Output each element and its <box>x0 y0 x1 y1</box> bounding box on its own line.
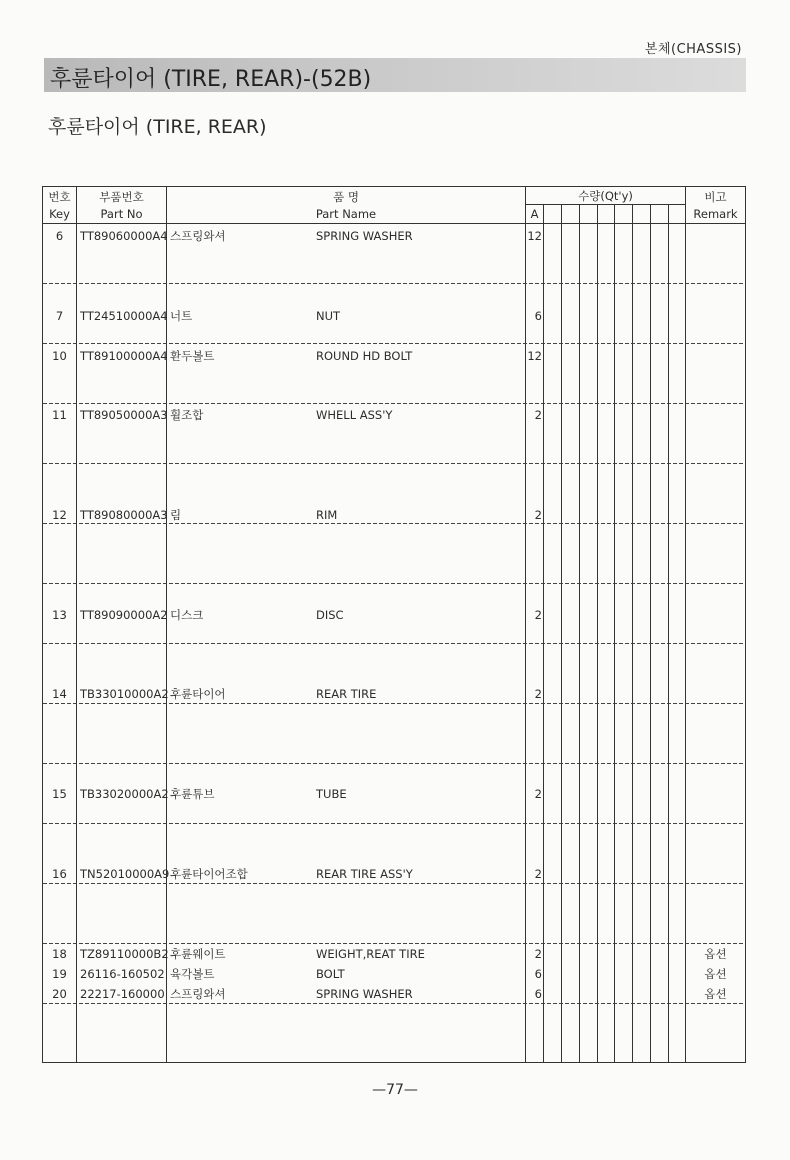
row-part-no: 22217-160000 <box>80 987 165 1001</box>
row-name-ko: 휠조합 <box>170 408 204 422</box>
row-key: 13 <box>52 608 67 622</box>
header-remark-ko: 비고 <box>704 190 727 204</box>
row-name-ko: 후륜튜브 <box>170 787 215 801</box>
row-key: 16 <box>52 867 67 881</box>
row-name-en: BOLT <box>316 967 345 981</box>
header-key-en: Key <box>49 207 70 221</box>
row-key: 7 <box>55 309 64 323</box>
row-name-en: NUT <box>316 309 341 323</box>
row-part-no: TB33020000A2 <box>80 787 169 801</box>
row-qty: 6 <box>534 967 542 981</box>
row-name-en: WHELL ASS'Y <box>316 408 393 422</box>
header-key-ko: 번호 <box>48 190 71 204</box>
row-name-en: SPRING WASHER <box>316 229 413 243</box>
row-name-en: DISC <box>316 608 344 622</box>
row-part-no: TZ89110000B2 <box>80 947 169 961</box>
row-key: 18 <box>52 947 67 961</box>
page-title: 후륜타이어 (TIRE, REAR)-(52B) <box>50 67 372 92</box>
header-partno-en: Part No <box>100 207 143 221</box>
row-name-ko: 스프링와셔 <box>170 229 226 243</box>
row-name-ko: 너트 <box>170 309 193 323</box>
row-key: 20 <box>52 987 67 1001</box>
page-number: —77— <box>372 1082 418 1098</box>
row-name-ko: 스프링와셔 <box>170 987 226 1001</box>
row-qty: 2 <box>534 508 542 522</box>
row-name-ko: 후륜웨이트 <box>170 947 226 961</box>
row-qty: 6 <box>534 309 542 323</box>
section-label: 본체(CHASSIS) <box>644 42 742 57</box>
row-key: 10 <box>52 349 67 363</box>
row-remark: 옵션 <box>704 987 727 1001</box>
row-name-ko: 육각볼트 <box>170 967 215 981</box>
page-subtitle: 후륜타이어 (TIRE, REAR) <box>48 116 267 138</box>
row-part-no: TN52010000A9 <box>80 867 170 881</box>
row-part-no: TT24510000A4 <box>80 309 168 323</box>
row-key: 14 <box>52 687 67 701</box>
row-remark: 옵션 <box>704 947 727 961</box>
header-qty-a: A <box>530 207 539 221</box>
row-part-no: TT89090000A2 <box>80 608 168 622</box>
row-key: 6 <box>55 229 64 243</box>
row-part-no: TT89080000A3 <box>80 508 168 522</box>
row-qty: 2 <box>534 608 542 622</box>
row-name-ko: 디스크 <box>170 608 204 622</box>
row-qty: 2 <box>534 408 542 422</box>
row-name-en: RIM <box>316 508 338 522</box>
row-qty: 2 <box>534 787 542 801</box>
row-name-ko: 환두볼트 <box>170 349 215 363</box>
row-name-en: ROUND HD BOLT <box>316 349 413 363</box>
row-qty: 12 <box>527 349 542 363</box>
row-key: 11 <box>52 408 67 422</box>
row-key: 15 <box>52 787 67 801</box>
header-name-en: Part Name <box>315 207 377 221</box>
row-qty: 2 <box>534 687 542 701</box>
header-partno-ko: 부품번호 <box>99 190 144 204</box>
row-key: 12 <box>52 508 67 522</box>
row-key: 19 <box>52 967 67 981</box>
header-remark-en: Remark <box>693 207 738 221</box>
row-name-en: SPRING WASHER <box>316 987 413 1001</box>
row-part-no: TT89050000A3 <box>80 408 168 422</box>
row-qty: 2 <box>534 947 542 961</box>
row-name-en: REAR TIRE ASS'Y <box>316 867 413 881</box>
row-name-en: TUBE <box>316 787 347 801</box>
header-name-ko: 품 명 <box>333 190 359 204</box>
row-part-no: TB33010000A2 <box>80 687 169 701</box>
row-qty: 6 <box>534 987 542 1001</box>
row-qty: 12 <box>527 229 542 243</box>
header-qty: 수량(Qt'y) <box>578 189 633 203</box>
row-name-ko: 림 <box>170 508 182 522</box>
row-part-no: TT89060000A4 <box>80 229 168 243</box>
row-name-ko: 후륜타이어 <box>170 687 226 701</box>
row-name-ko: 후륜타이어조합 <box>170 867 248 881</box>
row-qty: 2 <box>534 867 542 881</box>
row-name-en: WEIGHT,REAT TIRE <box>316 947 425 961</box>
row-name-en: REAR TIRE <box>316 687 377 701</box>
row-remark: 옵션 <box>704 967 727 981</box>
row-part-no: TT89100000A4 <box>80 349 168 363</box>
row-part-no: 26116-160502 <box>80 967 165 981</box>
